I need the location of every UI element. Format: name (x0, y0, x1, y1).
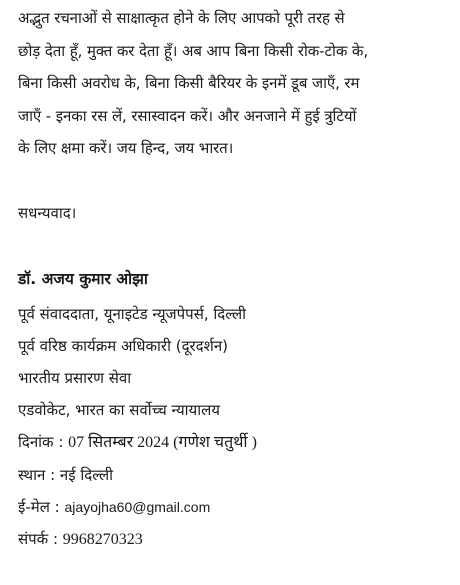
date-label: दिनांक : (18, 433, 69, 451)
phone-label: संपर्क : (18, 530, 63, 548)
closing-salutation: सधन्यवाद। (18, 204, 77, 222)
paragraph-line: छोड़ देता हूँ, मुक्त कर देता हूँ। अब आप बिना किसी रोक-टोक के, (18, 41, 369, 60)
email-link[interactable]: ajayojha60@gmail.com (64, 499, 211, 515)
date-value: 07 सितम्बर 2024 (गणेश चतुर्थी ) (68, 434, 257, 451)
letter-body-paragraph (18, 2, 448, 165)
former-correspondent-line: पूर्व संवाददाता, यूनाइटेड न्यूजपेपर्स, दिल्ली (18, 305, 247, 323)
place-line: स्थान : नई दिल्ली (18, 466, 114, 484)
former-officer-line: पूर्व वरिष्ठ कार्यक्रम अधिकारी (दूरदर्शन) (18, 337, 229, 355)
signatory-name: डॉ. अजय कुमार ओझा (18, 270, 148, 288)
paragraph-line: जाएँ - इनका रस लें, रसास्वादन करें। और अनजाने में हुई त्रुटियों (18, 106, 357, 125)
paragraph-line: अद्भुत रचनाओं से साक्षात्कृत होने के लिए आपको पूरी तरह से (18, 9, 345, 27)
phone-line (18, 523, 257, 556)
broadcasting-service-line: भारतीय प्रसारण सेवा (18, 369, 132, 387)
phone-number: 9968270323 (62, 531, 143, 548)
signature-block (18, 298, 257, 556)
paragraph-line: बिना किसी अवरोध के, बिना किसी बैरियर के इनमें डूब जाएँ, रम (18, 74, 360, 92)
date-line (18, 426, 257, 459)
email-label: ई-मेल : (18, 498, 65, 516)
paragraph-line: के लिए क्षमा करें। जय हिन्द, जय भारत। (18, 139, 234, 157)
email-line (18, 491, 257, 523)
advocate-line: एडवोकेट, भारत का सर्वोच्च न्यायालय (18, 401, 220, 419)
